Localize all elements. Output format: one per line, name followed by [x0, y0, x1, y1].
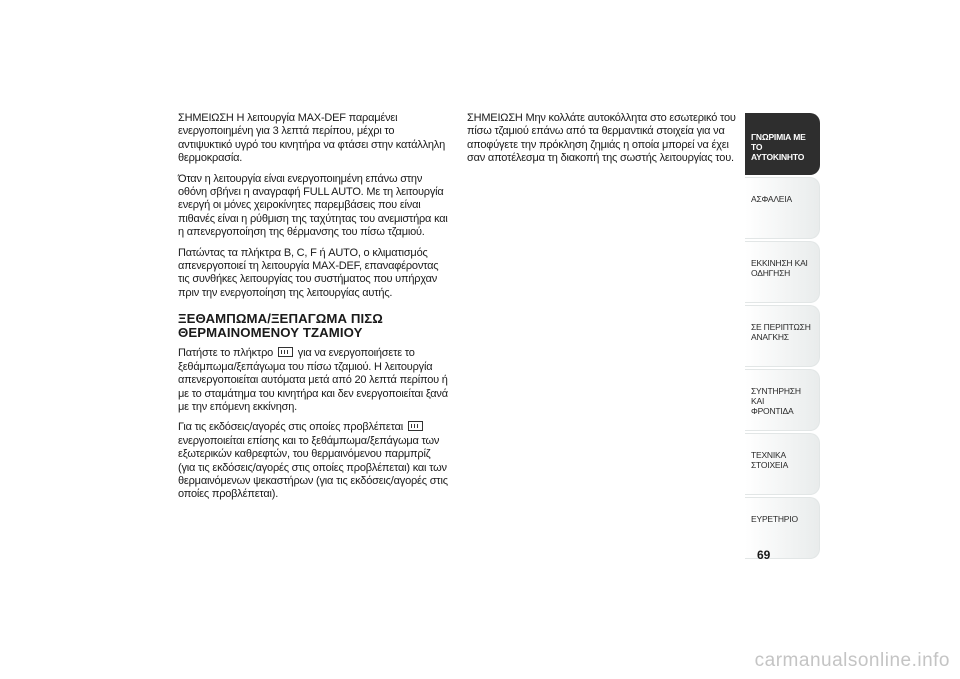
tab-label: ΑΝΑΓΚΗΣ: [751, 332, 789, 342]
paragraph-full-auto: Όταν η λειτουργία είναι ενεργοποιημένη επάνω στην οθόνη σβήνει η αναγραφή FULL AUTO. Με τη λειτουργία ενεργή οι μόνες χειροκίνητες παρεμβάσεις που είναι πιθανές είναι η ρύθμιση της ταχύτητας του ανεμιστήρα και η απενεργοποίηση της θέρμανσης του πίσω τζαμιού.: [178, 172, 448, 239]
heading-line-2: ΘΕΡΜΑΙΝΟΜΕΝΟΥ ΤΖΑΜΙΟΥ: [178, 325, 363, 341]
tab-label: ΟΔΗΓΗΣΗ: [751, 268, 791, 278]
note-stickers: ΣΗΜΕΙΩΣΗ Μην κολλάτε αυτοκόλλητα στο εσωτερικό του πίσω τζαμιού επάνω από τα θερμαντικά στοιχεία για να αποφύγετε την πρόκληση ζημιάς η οποία μπορεί να έχει σαν αποτέλεσμα τη διακοπή της σωστής λειτουργίας του.: [467, 112, 736, 165]
text-fragment: για να ενεργοποιήσετε το ξεθάμπωμα/ξεπάγωμα του πίσω τζαμιού. Η λειτουργία απενεργοποιείται αυτόματα μετά από 20 λεπτά περίπου ή με το σταμάτημα του κινητήρα και δεν ενεργοποιείται ξανά με την επόμενη εκκίνηση.: [178, 347, 448, 413]
heading-line-1: ΞΕΘΑΜΠΩΜΑ/ΞΕΠΑΓΩΜΑ ΠΙΣΩ: [178, 311, 383, 327]
chapter-tabs: [745, 113, 820, 561]
tab-label: ΕΥΡΕΤΗΡΙΟ: [751, 514, 798, 524]
tab-label: ΣΥΝΤΗΡΗΣΗ ΚΑΙ: [751, 386, 801, 406]
paragraph-buttons-deactivate: Πατώντας τα πλήκτρα B, C, F ή AUTO, ο κλιματισμός απενεργοποιεί τη λειτουργία MAX-DEF, επαναφέροντας τις συνθήκες λειτουργίας του συστήματος που υπήρχαν πριν την ενεργοποίηση της λειτουργίας αυτής.: [178, 246, 439, 299]
paragraph-press-button: [178, 347, 448, 414]
text-fragment: Για τις εκδόσεις/αγορές στις οποίες προβλέπεται: [178, 421, 404, 434]
watermark: carmanualsonline.info: [754, 650, 950, 671]
tab-label: ΓΝΩΡΙΜΙΑ ΜΕ ΤΟ: [751, 132, 806, 152]
left-text-column: [178, 112, 448, 509]
tab-maintenance[interactable]: [745, 369, 820, 431]
right-text-column: [467, 112, 743, 173]
rear-window-heater-icon: [278, 347, 293, 357]
tab-safety[interactable]: [745, 177, 820, 239]
text-fragment: ενεργοποιείται επίσης και το ξεθάμπωμα/ξεπάγωμα των εξωτερικών καθρεφτών, του θερμαινόμενου παρμπρίζ (για τις εκδόσεις/αγορές στις οποίες προβλέπεται) και των θερμαινόμενων ψεκαστήρων (για τις εκδόσεις/αγορές στις οποίες προβλέπεται).: [178, 434, 448, 501]
tab-label: ΑΣΦΑΛΕΙΑ: [751, 194, 792, 204]
paragraph-versions-markets: [178, 421, 448, 501]
tab-label: ΦΡΟΝΤΙΔΑ: [751, 406, 794, 416]
text-fragment: Πατήστε το πλήκτρο: [178, 347, 274, 360]
tab-emergency[interactable]: [745, 305, 820, 367]
section-heading-rear-window: [178, 312, 448, 340]
tab-technical-data[interactable]: [745, 433, 820, 495]
tab-label: ΕΚΚΙΝΗΣΗ ΚΑΙ: [751, 258, 808, 268]
tab-starting-driving[interactable]: [745, 241, 820, 303]
page-number: 69: [757, 548, 771, 562]
tab-label: ΑΥΤΟΚΙΝΗΤΟ: [751, 152, 805, 162]
tab-label: ΣΕ ΠΕΡΙΠΤΩΣΗ: [751, 322, 811, 332]
tab-getting-to-know[interactable]: [745, 113, 820, 175]
note-max-def-duration: ΣΗΜΕΙΩΣΗ Η λειτουργία MAX-DEF παραμένει ενεργοποιημένη για 3 λεπτά περίπου, μέχρι το αντιψυκτικό υγρό του κινητήρα να φτάσει στην κατάλληλη θερμοκρασία.: [178, 112, 446, 165]
rear-window-heater-icon: [408, 421, 423, 431]
tab-label: ΤΕΧΝΙΚΑ ΣΤΟΙΧΕΙΑ: [751, 450, 789, 470]
